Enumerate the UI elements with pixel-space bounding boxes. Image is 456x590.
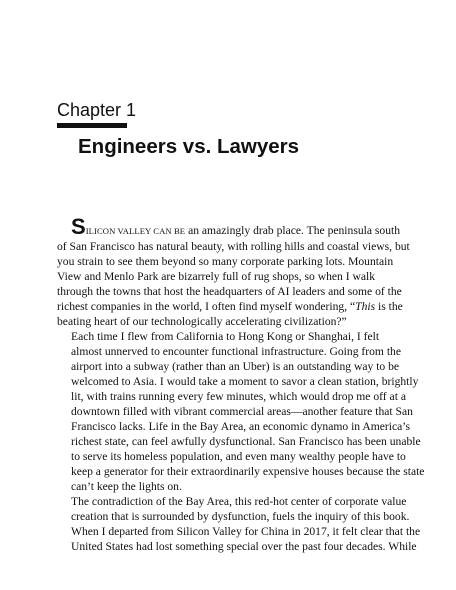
paragraph-line: keep a generator for their extraordinarily expensive houses because the state — [71, 465, 425, 478]
paragraph-line: through the towns that host the headquarters of AI leaders and some of the — [57, 285, 402, 298]
paragraph-line: United States had lost something special over the past four decades. While — [71, 540, 417, 553]
chapter-title: Engineers vs. Lawyers — [78, 135, 300, 158]
paragraph-line: The contradiction of the Bay Area, this red-hot center of corporate value — [71, 495, 407, 508]
chapter-label: Chapter 1 — [57, 100, 137, 120]
paragraph-line: airport into a subway (rather than an Uber) is an outstanding way to be — [71, 360, 400, 373]
paragraph-2 — [57, 329, 425, 494]
chapter-body — [57, 214, 425, 554]
paragraph-line: richest state, can feel awfully dysfunctional. San Francisco has been unable — [71, 435, 421, 448]
small-caps-lead: ILICON VALLEY CAN BE — [85, 226, 186, 236]
drop-cap: S — [71, 214, 86, 239]
opening-line-rest: an amazingly drab place. The peninsula south — [185, 224, 401, 237]
paragraph-line: can’t keep the lights on. — [71, 480, 182, 493]
paragraph-line: Francisco lacks. Life in the Bay Area, an economic dynamo in America’s — [71, 420, 411, 433]
paragraph-line: downtown filled with vibrant commercial areas—another feature that San — [71, 405, 413, 418]
opening-line — [57, 214, 413, 239]
paragraph-line: Each time I flew from California to Hong Kong or Shanghai, I felt — [71, 330, 380, 343]
paragraph-line: of San Francisco has natural beauty, with rolling hills and coastal views, but — [57, 240, 410, 253]
paragraph-line: creation that is surrounded by dysfunction, fuels the inquiry of this book. — [71, 510, 410, 523]
line-text: is the — [375, 300, 403, 313]
paragraph-line: to serve its homeless population, and even many wealthy people have to — [71, 450, 406, 463]
paragraph-3 — [57, 494, 421, 554]
italic-emphasis: This — [355, 300, 376, 313]
paragraph-line: View and Menlo Park are bizarrely full of rug shops, so when I walk — [57, 270, 376, 283]
paragraph-line: beating heart of our technologically accelerating civilization?” — [57, 315, 347, 328]
chapter-rule — [57, 123, 127, 128]
paragraph-1 — [57, 214, 413, 329]
paragraph-line: almost unnerved to encounter functional infrastructure. Going from the — [71, 345, 401, 358]
paragraph-line: you strain to see them beyond so many corporate parking lots. Mountain — [57, 255, 394, 268]
paragraph-line: welcomed to Asia. I would take a moment to savor a clean station, brightly — [71, 375, 419, 388]
paragraph-line — [57, 299, 413, 314]
paragraph-line: When I departed from Silicon Valley for China in 2017, it felt clear that the — [71, 525, 421, 538]
paragraph-line: lit, with trains running every few minutes, which would drop me off at a — [71, 390, 406, 403]
line-text: richest companies in the world, I often find myself wondering, “ — [57, 300, 356, 313]
